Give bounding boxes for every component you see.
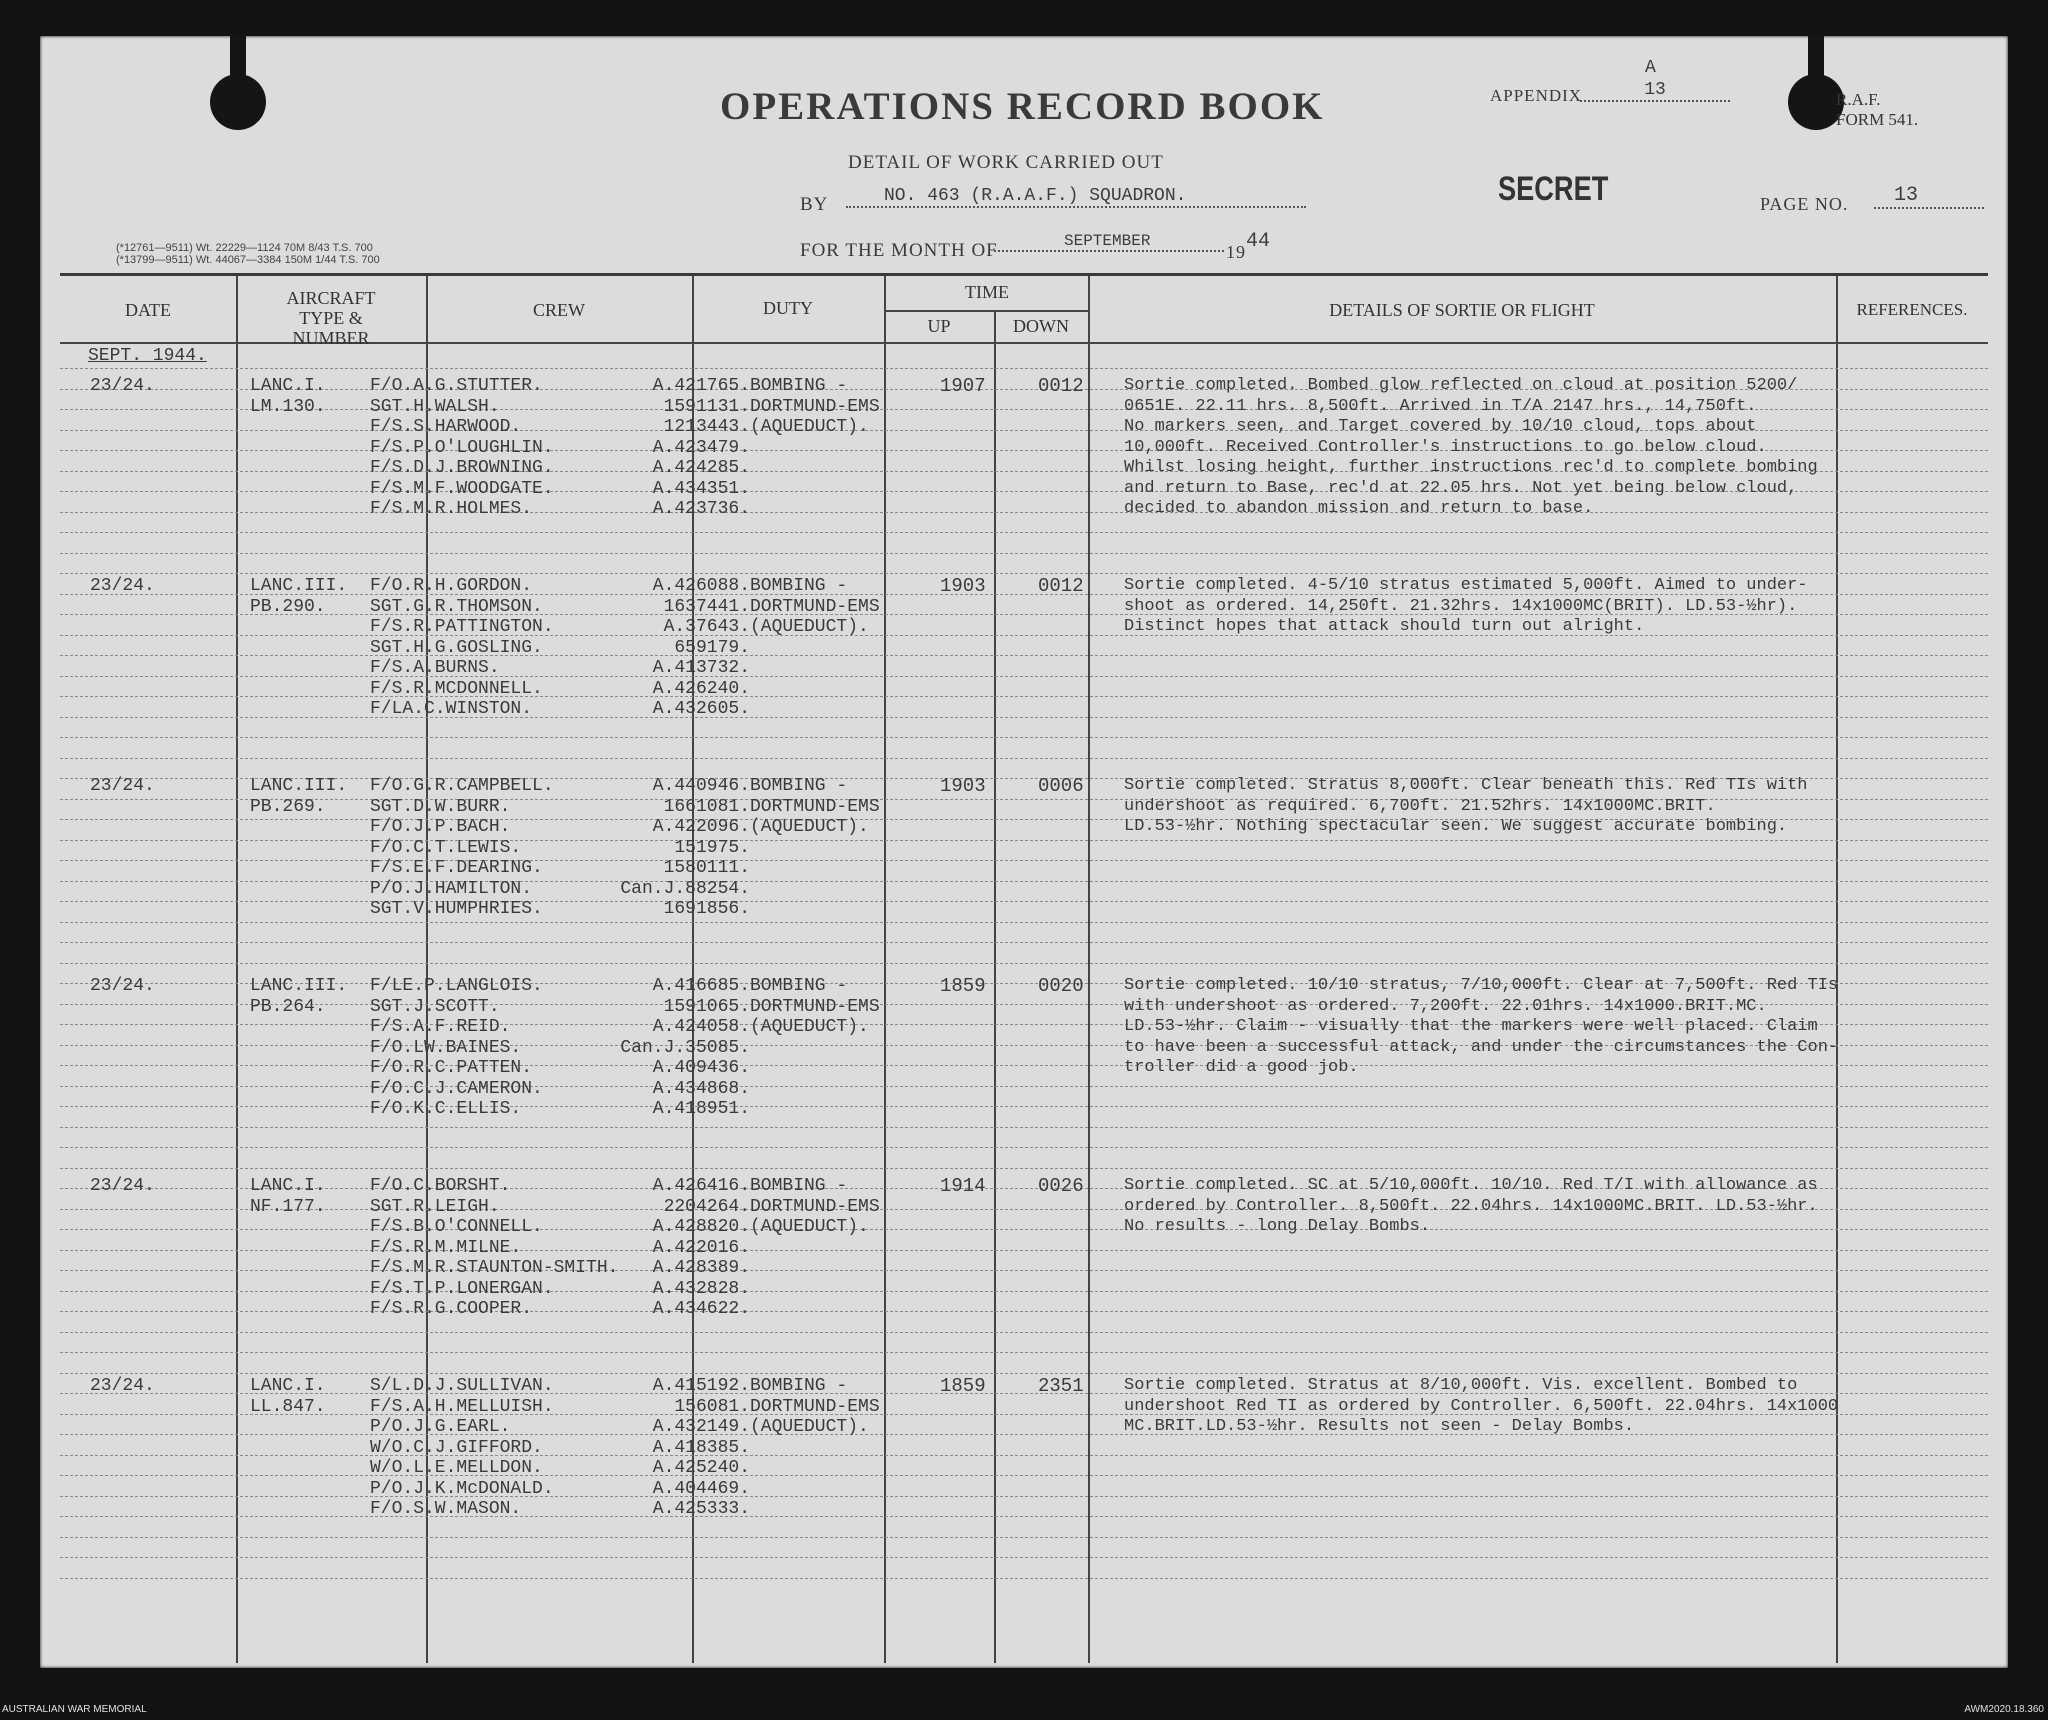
entry-date: 23/24. [90,376,155,396]
entry-crew: F/O.G.R.CAMPBELL. SGT.D.W.BURR. F/O.J.P.BACH. F/O.C.T.LEWIS. F/S.E.F.DEARING. P/O.J.HAMILTON. SGT.V.HUMPHRIES. [370,776,554,919]
entry-service-numbers: A.416685. 1591065. A.424058. Can.J.35085. A.409436. A.434868. A.418951. [620,976,750,1119]
column-duty: DUTY [763,298,813,318]
column-up: UP [927,316,951,336]
ruled-line [60,1373,1988,1374]
ruled-line [60,676,1988,677]
ruled-line [60,368,1988,369]
ruled-line [60,1106,1988,1107]
squadron-field: NO. 463 (R.A.A.F.) SQUADRON. [846,186,1306,208]
entry-time-up: 1914 [940,1175,986,1197]
ruled-line [60,1311,1988,1312]
entry-service-numbers: A.421765. 1591131. 1213443. A.423479. A.424285. A.434351. A.423736. [652,376,750,519]
column-time: TIME [965,282,1009,302]
ruled-line [60,860,1988,861]
column-down: DOWN [1013,316,1069,336]
column-aircraft: AIRCRAFT TYPE & NUMBER [286,288,376,348]
ruled-line [60,696,1988,697]
column-date: DATE [125,300,171,320]
ruled-line [60,655,1988,656]
entry-time-down: 2351 [1038,1375,1084,1397]
entry-duty: BOMBING - DORTMUND-EMS (AQUEDUCT). [750,1376,880,1437]
page-number-label: PAGE NO. [1760,194,1849,214]
form-line-1: R.A.F. [1836,90,1881,109]
appendix-label: APPENDIX [1490,86,1583,105]
ruled-line [60,1455,1988,1456]
entry-aircraft: LANC.I. LL.847. [250,1376,326,1417]
binder-hole-left [210,74,266,130]
entry-time-up: 1859 [940,1375,986,1397]
entry-time-down: 0012 [1038,575,1084,597]
entry-time-up: 1903 [940,575,986,597]
entry-details: Sortie completed. 10/10 stratus, 7/10,000ft. Clear at 7,500ft. Red TIs with undershoot as ordered. 7,200ft. 22.01hrs. 14x1000.BRIT.MC. LD.53-½hr. Claim - visually that the markers were well placed. Claim to have been a successful attack, and under the circumstances the Con- troller did a good job. [1124,976,1839,1077]
appendix-value-top: A [1645,58,1656,78]
entry-time-up: 1903 [940,775,986,797]
archive-reference: AWM2020.18.360 [1964,1704,2044,1715]
ruled-line [60,553,1988,554]
ruled-line [60,1270,1988,1271]
page-subtitle: DETAIL OF WORK CARRIED OUT [848,152,1164,173]
entry-details: Sortie completed. Bombed glow reflected on cloud at position 5200/ 0651E. 22.11 hrs. 8,500ft. Arrived in T/A 2147 hrs., 14,750ft. No markers seen, and Target covered by 10/10 cloud, tops about 10,000ft. Received Controller's instructions to go below cloud. Whilst losing height, further instructions rec'd to complete bombing and return to Base, rec'd at 22.05 hrs. Not yet being below cloud, decided to abandon mission and return to base. [1124,376,1818,518]
ruled-line [60,1578,1988,1579]
entry-date: 23/24. [90,976,155,996]
appendix-field: 13 [1580,80,1730,102]
entry-time-down: 0026 [1038,1175,1084,1197]
entry-crew: S/L.D.J.SULLIVAN. F/S.A.H.MELLUISH. P/O.J.G.EARL. W/O.C.J.GIFFORD. W/O.L.E.MELLDON. P/O.J.K.McDONALD. F/O.S.W.MASON. [370,1376,554,1519]
ruled-line [60,922,1988,923]
entry-service-numbers: A.426088. 1637441. A.37643. 659179. A.413732. A.426240. A.432605. [652,576,750,719]
form-number [1836,90,1918,130]
print-line-2: (*13799—9511) Wt. 44067—3384 150M 1/44 T.S. 700 [116,254,380,266]
ruled-line [60,573,1988,574]
ruled-line [60,1332,1988,1333]
time-subheader-rule [884,310,1090,312]
entry-crew: F/O.R.H.GORDON. SGT.G.R.THOMSON. F/S.R.PATTINGTON. SGT.H.G.GOSLING. F/S.A.BURNS. F/S.R.MCDONNELL. F/LA.C.WINSTON. [370,576,554,719]
page-title: OPERATIONS RECORD BOOK [720,85,1325,128]
month-field: SEPTEMBER [994,232,1224,252]
ruled-line [60,532,1988,533]
entry-details: Sortie completed. 4-5/10 stratus estimated 5,000ft. Aimed to under- shoot as ordered. 14,250ft. 21.32hrs. 14x1000MC(BRIT). LD.53-½hr). Distinct hopes that attack should turn out alright. [1124,576,1808,636]
column-references: REFERENCES. [1856,300,1968,319]
form-line-2: FORM 541. [1836,110,1919,129]
ruled-line [60,1352,1988,1353]
ruled-line [60,1475,1988,1476]
ruled-line [60,1557,1988,1558]
entry-aircraft: LANC.III. PB.264. [250,976,348,1017]
entry-time-down: 0020 [1038,975,1084,997]
entry-time-down: 0012 [1038,375,1084,397]
column-rule [994,310,996,1663]
year-prefix: 19 [1226,242,1246,262]
entry-details: Sortie completed. SC at 5/10,000ft. 10/10. Red T/I with allowance as ordered by Controller. 8,500ft. 22.04hrs. 14x1000MC.BRIT. LD.53-½hr. No results - long Delay Bombs. [1124,1176,1818,1236]
entry-date: 23/24. [90,576,155,596]
entry-duty: BOMBING - DORTMUND-EMS (AQUEDUCT). [750,976,880,1037]
entry-service-numbers: A.426416. 2204264. A.428820. A.422016. A.428389. A.432828. A.434622. [652,1176,750,1319]
record-sheet [40,36,2008,1668]
ruled-line [60,901,1988,902]
sortie-table [60,273,1988,1663]
by-label: BY [800,194,829,215]
entry-duty: BOMBING - DORTMUND-EMS (AQUEDUCT). [750,376,880,437]
entry-crew: F/LE.P.LANGLOIS. SGT.J.SCOTT. F/S.A.F.REID. F/O.LW.BAINES. F/O.R.C.PATTEN. F/O.C.J.CAMERON. F/O.K.C.ELLIS. [370,976,543,1119]
column-details: DETAILS OF SORTIE OR FLIGHT [1329,300,1595,320]
year-suffix: 44 [1246,230,1271,253]
entry-crew: F/O.A.G.STUTTER. SGT.H.WALSH. F/S.S.HARWOOD. F/S.P.O'LOUGHLIN. F/S.D.J.BROWNING. F/S.M.F.WOODGATE. F/S.M.R.HOLMES. [370,376,554,519]
entry-time-up: 1859 [940,975,986,997]
month-label: FOR THE MONTH OF [800,240,998,261]
ruled-line [60,1291,1988,1292]
ruled-line [60,1496,1988,1497]
entry-service-numbers: A.440946. 1661081. A.422096. 151975. 1580111. Can.J.88254. 1691856. [620,776,750,919]
ruled-line [60,881,1988,882]
ruled-line [60,1168,1988,1169]
section-date: SEPT. 1944. [88,346,207,366]
entry-date: 23/24. [90,1376,155,1396]
ruled-line [60,758,1988,759]
entry-duty: BOMBING - DORTMUND-EMS (AQUEDUCT). [750,776,880,837]
entry-details: Sortie completed. Stratus 8,000ft. Clear beneath this. Red TIs with undershoot as required. 6,700ft. 21.52hrs. 14x1000MC.BRIT. LD.53-½hr. Nothing spectacular seen. We suggest accurate bombing. [1124,776,1808,836]
entry-aircraft: LANC.III. PB.269. [250,776,348,817]
entry-details: Sortie completed. Stratus at 8/10,000ft. Vis. excellent. Bombed to undershoot Red TI as ordered by Controller. 6,500ft. 22.04hrs. 14x1000 MC.BRIT.LD.53-½hr. Results not seen - Delay Bombs. [1124,1376,1839,1436]
print-reference [116,242,380,266]
ruled-line [60,1537,1988,1538]
entry-time-down: 0006 [1038,775,1084,797]
entry-aircraft: LANC.III. PB.290. [250,576,348,617]
entry-date: 23/24. [90,776,155,796]
entry-duty: BOMBING - DORTMUND-EMS (AQUEDUCT). [750,1176,880,1237]
ruled-line [60,737,1988,738]
print-line-1: (*12761—9511) Wt. 22229—1124 70M 8/43 T.S. 700 [116,242,373,254]
ruled-line [60,1086,1988,1087]
ruled-line [60,717,1988,718]
ruled-line [60,963,1988,964]
ruled-line [60,942,1988,943]
archive-credit: AUSTRALIAN WAR MEMORIAL [2,1704,147,1715]
entry-time-up: 1907 [940,375,986,397]
entry-aircraft: LANC.I. NF.177. [250,1176,326,1217]
entry-aircraft: LANC.I. LM.130. [250,376,326,417]
entry-duty: BOMBING - DORTMUND-EMS (AQUEDUCT). [750,576,880,637]
ruled-line [60,840,1988,841]
page-number-field: 13 [1874,184,1984,209]
ruled-line [60,1147,1988,1148]
secret-stamp: SECRET [1498,170,1609,208]
entry-service-numbers: A.415192. 156081. A.432149. A.418385. A.425240. A.404469. A.425333. [652,1376,750,1519]
entry-crew: F/O.C.BORSHT. SGT.R.LEIGH. F/S.B.O'CONNELL. F/S.R.M.MILNE. F/S.M.R.STAUNTON-SMITH. F/S.T.P.LONERGAN. F/S.R.G.COOPER. [370,1176,619,1319]
ruled-line [60,1127,1988,1128]
ruled-line [60,1250,1988,1251]
column-crew: CREW [533,300,585,320]
ruled-line [60,1516,1988,1517]
entry-date: 23/24. [90,1176,155,1196]
